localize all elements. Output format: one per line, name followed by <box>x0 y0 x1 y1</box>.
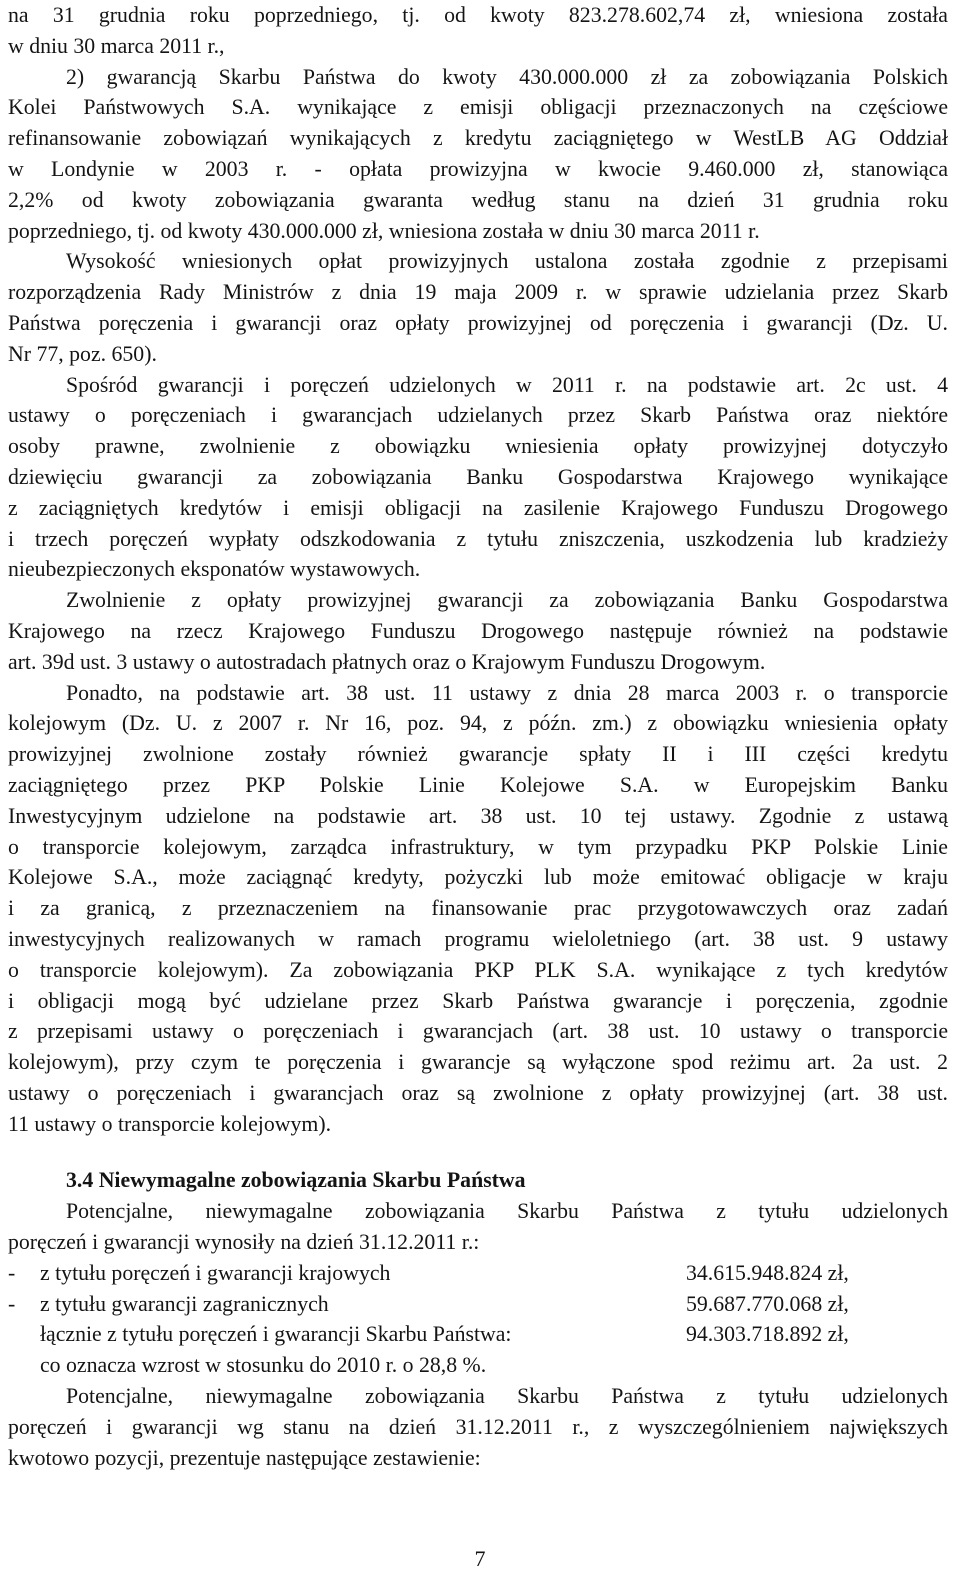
text-line: Potencjalne, niewymagalne zobowiązania Skarbu Państwa z tytułu udzielonych <box>66 1384 948 1409</box>
text-line: w dniu 30 marca 2011 r., <box>8 33 225 58</box>
growth-text: co oznacza wzrost w stosunku do 2010 r. o 28,8 %. <box>40 1353 487 1378</box>
list-dash: - <box>8 1291 16 1316</box>
text-line: o transporcie kolejowym, zarządca infrastruktury, w tym przypadku PKP Polskie Linie <box>8 834 948 859</box>
total-row <box>8 1319 948 1350</box>
text-line: Krajowego na rzecz Krajowego Funduszu Drogowego następuje również na podstawie <box>8 618 948 643</box>
text-line: nieubezpieczonych eksponatów wystawowych. <box>8 557 421 582</box>
text-line: ustawy o poręczeniach i gwarancjach udzielanych przez Skarb Państwa oraz niektóre <box>8 403 948 428</box>
text-line: zaciągniętego przez PKP Polskie Linie Kolejowe S.A. w Europejskim Banku <box>8 772 948 797</box>
liability-label: z tytułu gwarancji zagranicznych <box>40 1291 329 1316</box>
text-line: i obligacji mogą być udzielane przez Skarb Państwa gwarancje i poręczenia, zgodnie <box>8 988 948 1013</box>
text-line: Wysokość wniesionych opłat prowizyjnych ustalona została zgodnie z przepisami <box>66 249 948 274</box>
text-line: kolejowym (Dz. U. z 2007 r. Nr 16, poz. 94, z późn. zm.) z obowiązku wniesienia opłaty <box>8 711 948 736</box>
text-line: na 31 grudnia roku poprzedniego, tj. od kwoty 823.278.602,74 zł, wniesiona została <box>8 3 948 27</box>
text-line: dziewięciu gwarancji za zobowiązania Banku Gospodarstwa Krajowego wynikające <box>8 464 948 489</box>
text-line: 2,2% od kwoty zobowiązania gwaranta według stanu na dzień 31 grudnia roku <box>8 187 948 212</box>
total-amount: 94.303.718.892 zł, <box>686 1322 849 1347</box>
text-line: poręczeń i gwarancji wg stanu na dzień 31.12.2011 r., z wyszczególnieniem największych <box>8 1414 948 1439</box>
text-line: Potencjalne, niewymagalne zobowiązania Skarbu Państwa z tytułu udzielonych <box>66 1199 948 1224</box>
text-line: kolejowym), przy czym te poręczenia i gwarancje są wyłączone spod reżimu art. 2a ust. 2 <box>8 1050 948 1075</box>
text-line: osoby prawne, zwolnienie z obowiązku wniesienia opłaty prowizyjnej dotyczyło <box>8 434 948 459</box>
text-line: Nr 77, poz. 650). <box>8 341 157 366</box>
text-line: art. 39d ust. 3 ustawy o autostradach płatnych oraz o Krajowym Funduszu Drogowym. <box>8 649 766 674</box>
text-line: poręczeń i gwarancji wynosiły na dzień 31.12.2011 r.: <box>8 1230 480 1255</box>
row-indent <box>8 1319 40 1350</box>
list-dash: - <box>8 1260 16 1285</box>
liability-label: z tytułu poręczeń i gwarancji krajowych <box>40 1260 391 1285</box>
section-spacer <box>8 1139 948 1165</box>
document-body <box>8 0 948 1473</box>
text-line: Państwa poręczenia i gwarancji oraz opłaty prowizyjnej od poręczenia i gwarancji (Dz. U. <box>8 310 948 335</box>
text-line: refinansowanie zobowiązań wynikających z kredytu zaciągniętego w WestLB AG Oddział <box>8 126 948 151</box>
growth-row <box>8 1350 948 1381</box>
total-label: łącznie z tytułu poręczeń i gwarancji Skarbu Państwa: <box>40 1322 512 1347</box>
text-line: kwotowo pozycji, prezentuje następujące zestawienie: <box>8 1445 481 1470</box>
text-line: Kolejowe S.A., może zaciągnąć kredyty, pożyczki lub może emitować obligacje w kraju <box>8 865 948 890</box>
row-indent <box>8 1350 40 1381</box>
text-line: o transporcie kolejowym). Za zobowiązania PKP PLK S.A. wynikające z tych kredytów <box>8 957 948 982</box>
text-line: Ponadto, na podstawie art. 38 ust. 11 ustawy z dnia 28 marca 2003 r. o transporcie <box>66 680 948 705</box>
text-line: prowizyjnej zwolnione zostały również gwarancje spłaty II i III części kredytu <box>8 742 948 767</box>
text-line: ustawy o poręczeniach i gwarancjach oraz są zwolnione z opłaty prowizyjnej (art. 38 ust. <box>8 1080 948 1105</box>
text-line: i za granicą, z przeznaczeniem na finansowanie prac przygotowawczych oraz zadań <box>8 896 948 921</box>
text-line: w Londynie w 2003 r. - opłata prowizyjna w kwocie 9.460.000 zł, stanowiąca <box>8 156 948 181</box>
text-line: rozporządzenia Rady Ministrów z dnia 19 maja 2009 r. w sprawie udzielania przez Skarb <box>8 280 948 305</box>
text-line: z przepisami ustawy o poręczeniach i gwarancjach (art. 38 ust. 10 ustawy o transporcie <box>8 1019 948 1044</box>
text-line: 11 ustawy o transporcie kolejowym). <box>8 1111 332 1136</box>
text-line: Kolei Państwowych S.A. wynikające z emisji obligacji przeznaczonych na częściowe <box>8 95 948 120</box>
liability-row <box>8 1258 948 1289</box>
text-line: Zwolnienie z opłaty prowizyjnej gwarancji za zobowiązania Banku Gospodarstwa <box>66 588 948 613</box>
section-heading: 3.4 Niewymagalne zobowiązania Skarbu Państwa <box>66 1168 526 1193</box>
page-number: 7 <box>474 1546 486 1571</box>
liability-row <box>8 1289 948 1320</box>
text-line: poprzedniego, tj. od kwoty 430.000.000 zł, wniesiona została w dniu 30 marca 2011 r. <box>8 218 760 243</box>
text-line: Inwestycyjnym udzielone na podstawie art. 38 ust. 10 tej ustawy. Zgodnie z ustawą <box>8 803 948 828</box>
liability-amount: 34.615.948.824 zł, <box>686 1260 849 1285</box>
text-line: 2) gwarancją Skarbu Państwa do kwoty 430.000.000 zł za zobowiązania Polskich <box>66 64 948 89</box>
text-line: i trzech poręczeń wypłaty odszkodowania z tytułu zniszczenia, uszkodzenia lub kradzieży <box>8 526 948 551</box>
liability-amount: 59.687.770.068 zł, <box>686 1291 849 1316</box>
text-line: inwestycyjnych realizowanych w ramach programu wieloletniego (art. 38 ust. 9 ustawy <box>8 926 948 951</box>
text-line: z zaciągniętych kredytów i emisji obligacji na zasilenie Krajowego Funduszu Drogowego <box>8 495 948 520</box>
text-line: Spośród gwarancji i poręczeń udzielonych w 2011 r. na podstawie art. 2c ust. 4 <box>66 372 948 397</box>
